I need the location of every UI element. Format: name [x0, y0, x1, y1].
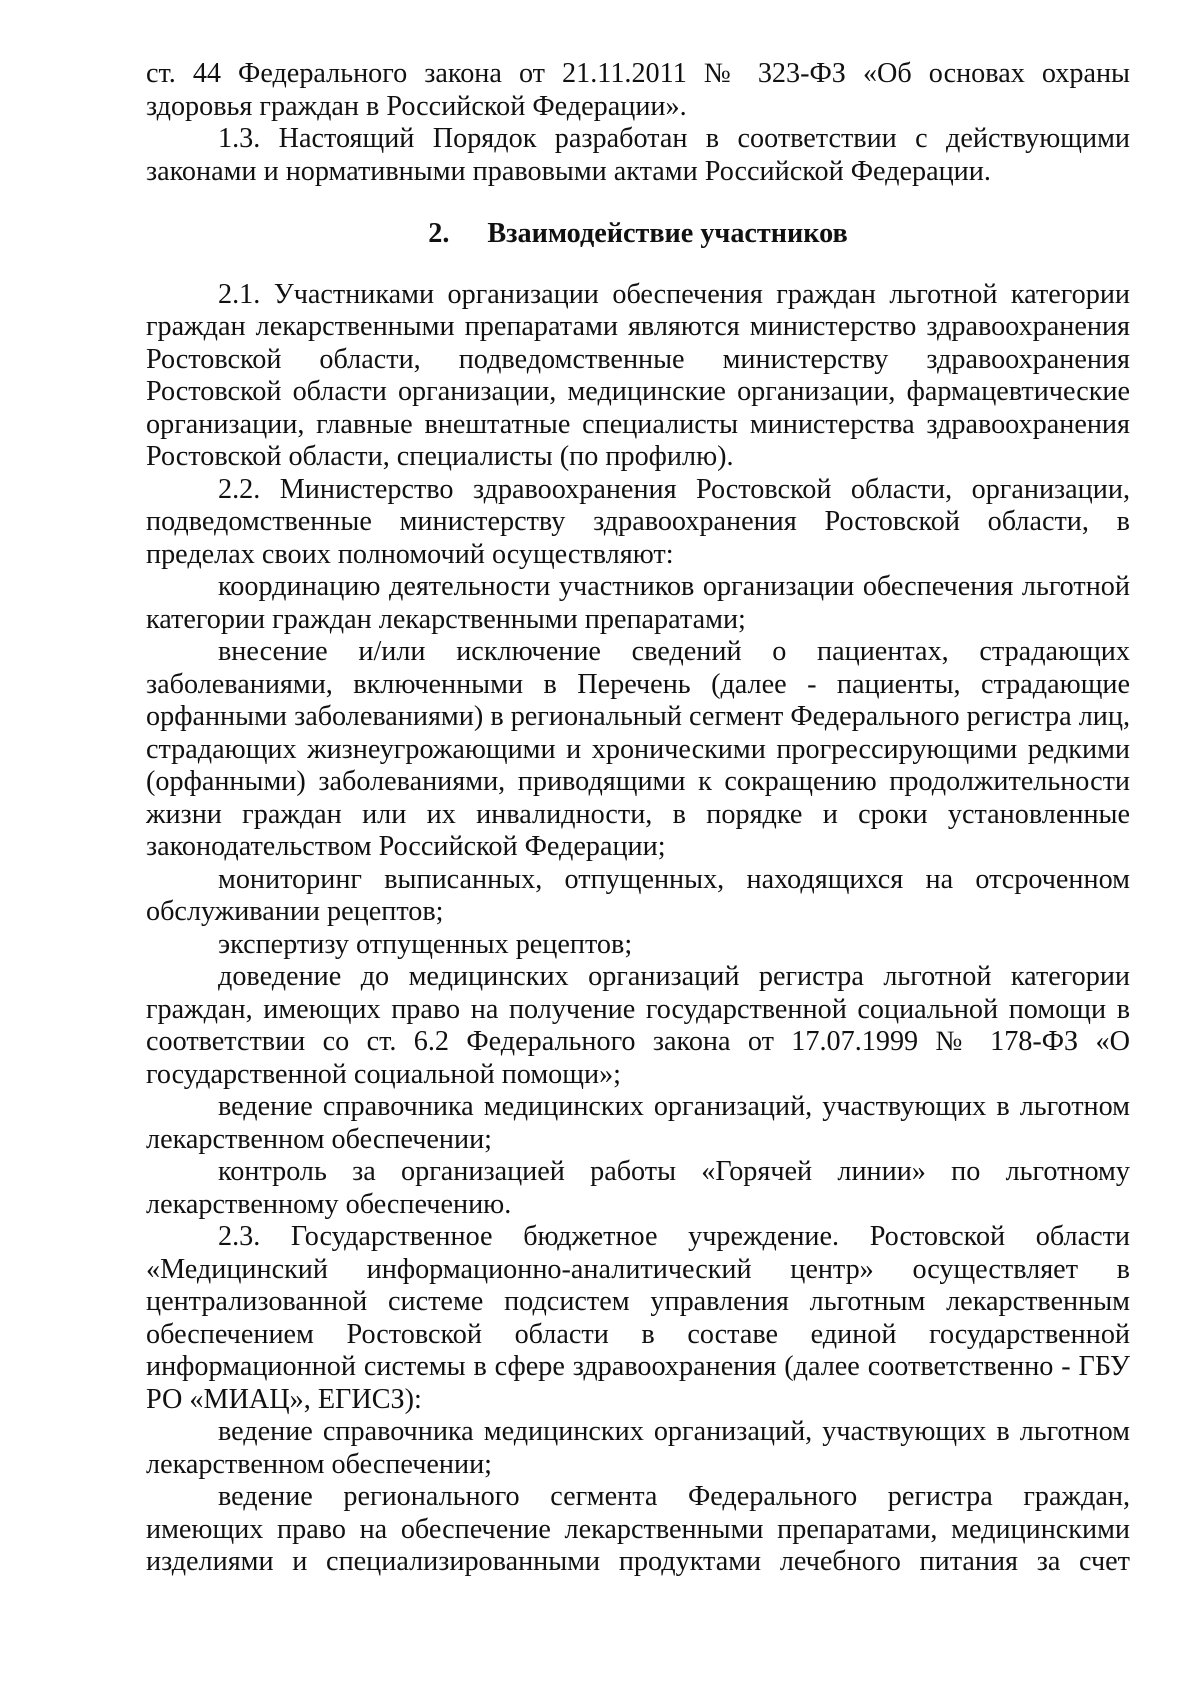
- paragraph: 2.2. Министерство здравоохранения Ростовской области, организации, подведомственные министерству здравоохранения Ростовской области, в пределах своих полномочий осуществляют:: [146, 473, 1130, 570]
- paragraph: 1.3. Настоящий Порядок разработан в соответствии с действующими законами и нормативными правовыми актами Российской Федерации.: [146, 123, 1130, 187]
- paragraph: ведение справочника медицинских организаций, участвующих в льготном лекарственном обеспечении;: [146, 1416, 1130, 1480]
- paragraph: ст. 44 Федерального закона от 21.11.2011 № 323-ФЗ «Об основах охраны здоровья граждан в Российской Федерации».: [146, 58, 1130, 122]
- paragraph: 2.1. Участниками организации обеспечения граждан льготной категории граждан лекарственными препаратами являются министерство здравоохранения Ростовской области, подведомственные министерству здравоохранения Ростовской области организации, медицинские организации, фармацевтические организации, главные внештатные специалисты министерства здравоохранения Ростовской области, специалисты (по профилю).: [146, 278, 1130, 472]
- paragraph: координацию деятельности участников организации обеспечения льготной категории граждан лекарственными препаратами;: [146, 571, 1130, 635]
- section-number: 2.: [428, 218, 450, 249]
- document-page: [146, 58, 1130, 1579]
- section-heading: [146, 218, 1130, 251]
- paragraph: экспертизу отпущенных рецептов;: [218, 928, 633, 960]
- paragraph: контроль за организацией работы «Горячей линии» по льготному лекарственному обеспечению.: [146, 1156, 1130, 1220]
- paragraph: внесение и/или исключение сведений о пациентах, страдающих заболеваниями, включенными в Перечень (далее - пациенты, страдающие орфанными заболеваниями) в региональный сегмент Федерального регистра лиц, страдающих жизнеугрожающими и хроническими прогрессирующими редкими (орфанными) заболеваниями, приводящими к сокращению продолжительности жизни граждан или их инвалидности, в порядке и сроки установленные законодательством Российской Федерации;: [146, 636, 1130, 862]
- section-title: Взаимодействие участников: [487, 218, 848, 249]
- paragraph: ведение регионального сегмента Федерального регистра граждан, имеющих право на обеспечение лекарственными препаратами, медицинскими изделиями и специализированными продуктами лечебного питания за счет: [146, 1481, 1130, 1577]
- paragraph: 2.3. Государственное бюджетное учреждение. Ростовской области «Медицинский информационно-аналитический центр» осуществляет в централизованной системе подсистем управления льготным лекарственным обеспечением Ростовской области в составе единой государственной информационной системы в сфере здравоохранения (далее соответственно - ГБУ РО «МИАЦ», ЕГИСЗ):: [146, 1221, 1130, 1415]
- paragraph: доведение до медицинских организаций регистра льготной категории граждан, имеющих право на получение государственной социальной помощи в соответствии со ст. 6.2 Федерального закона от 17.07.1999 № 178-ФЗ «О государственной социальной помощи»;: [146, 961, 1130, 1090]
- paragraph: мониторинг выписанных, отпущенных, находящихся на отсроченном обслуживании рецептов;: [146, 863, 1130, 927]
- paragraph: ведение справочника медицинских организаций, участвующих в льготном лекарственном обеспечении;: [146, 1091, 1130, 1155]
